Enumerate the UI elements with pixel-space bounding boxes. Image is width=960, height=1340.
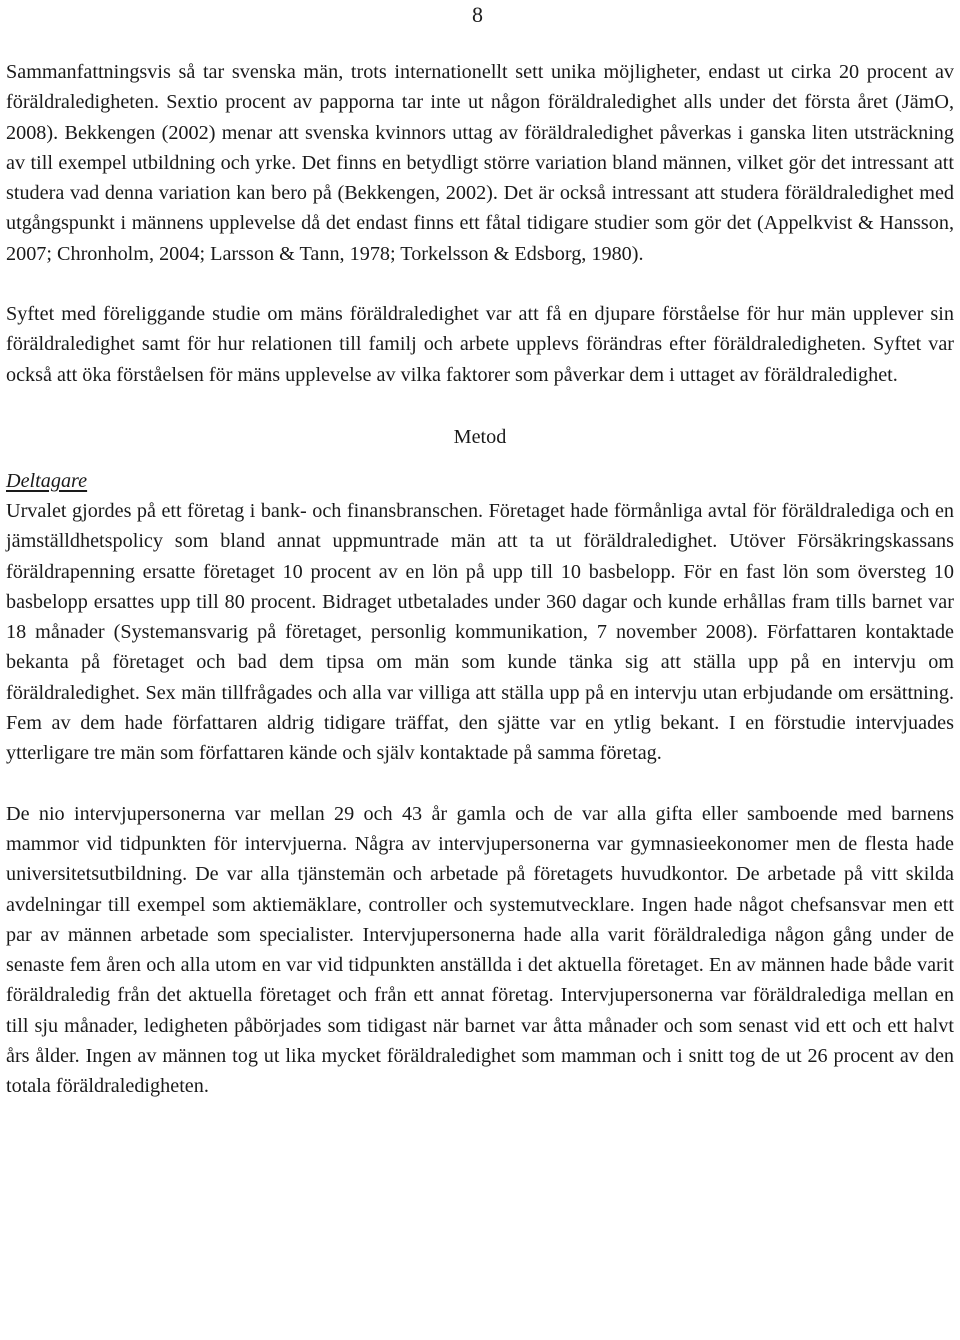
paragraph-sample: Urvalet gjordes på ett företag i bank- och finansbranschen. Företaget hade förmånliga avtal för föräldralediga och en jämställdhetspolicy som bland annat uppmuntrade män att ta ut föräldraledighet. Utöver Försäkringskassans föräldrapenning ersatte företaget 10 procent av en lön på upp till 10 basbelopp. För en fast lön som översteg 10 basbelopp ersattes upp till 80 procent. Bidraget utbetalades under 360 dagar och kunde erhållas fram tills barnet var 18 månader (Systemansvarig på företaget, personlig kommunikation, 7 november 2008). Författaren kontaktade bekanta på företaget och bad dem tipsa om män som kunde tänka sig att ställa upp på en intervju om föräldraledighet. Sex män tillfrågades och alla var villiga att ställa upp på en intervju utan erbjudande om ersättning. Fem av dem hade författaren aldrig tidigare träffat, den sjätte var en ytlig bekant. I en förstudie intervjuades ytterligare tre män som författaren kände och själv kontaktade på samma företag.	[6, 499, 954, 765]
paragraph-participants: De nio intervjupersonerna var mellan 29 och 43 år gamla och de var alla gifta eller samboende med barnens mammor vid tidpunkten för intervjuerna. Några av intervjupersonerna var gymnasieekonomer men de flesta hade universitetsutbildning. De var alla tjänstemän och arbetade på företagets huvudkontor. De arbetade på vitt skilda avdelningar till exempel som aktiemäklare, controller och systemutvecklare. Ingen hade något chefsansvar men ett par av männen arbetade som specialister. Intervjupersonerna hade alla varit föräldralediga någon gång under de senaste fem åren och alla utom en var vid tidpunkten anställda i det aktuella företaget. En av männen hade både varit föräldraledig från det aktuella företaget och från ett annat företag. Intervjupersonerna var föräldralediga mellan en till sju månader, ledigheten påbörjades som tidigast när barnet var åtta månader och som senast vid ett och ett halvt års ålder. Ingen av männen tog ut lika mycket föräldraledighet som mamman och i snitt tog de ut 26 procent av den totala föräldraledigheten.	[6, 802, 954, 1098]
paragraph-purpose: Syftet med föreliggande studie om mäns föräldraledighet var att få en djupare förståelse för hur män upplever sin föräldraledighet samt för hur relationen till familj och arbete upplevs förändras efter föräldraledigheten. Syftet var också att öka förståelsen för mäns upplevelse av vilka faktorer som påverkar dem i uttaget av föräldraledighet.	[6, 303, 954, 386]
subsection-heading-participants: Deltagare	[6, 469, 88, 492]
subsection-heading-wrapper	[6, 466, 954, 496]
section-heading-wrapper	[6, 422, 954, 452]
section-heading-method: Metod	[453, 425, 507, 448]
page-content	[6, 57, 954, 1102]
page-number: 8	[472, 2, 483, 27]
paragraph-summary: Sammanfattningsvis så tar svenska män, trots internationellt sett unika möjligheter, endast ut cirka 20 procent av föräldraledigheten. Sextio procent av papporna tar inte ut någon föräldraledighet alls under det första året (JämO, 2008). Bekkengen (2002) menar att svenska kvinnors uttag av föräldraledighet påverkas i ganska liten utsträckning av till exempel utbildning och yrke. Det finns en betydligt större variation bland männen, vilket gör det intressant att studera vad denna variation kan bero på (Bekkengen, 2002). Det är också intressant att studera föräldraledighet med utgångspunkt i männens upplevelse då det endast finns ett fåtal tidigare studier som gör det (Appelkvist & Hansson, 2007; Chronholm, 2004; Larsson & Tann, 1978; Torkelsson & Edsborg, 1980).	[6, 61, 954, 265]
